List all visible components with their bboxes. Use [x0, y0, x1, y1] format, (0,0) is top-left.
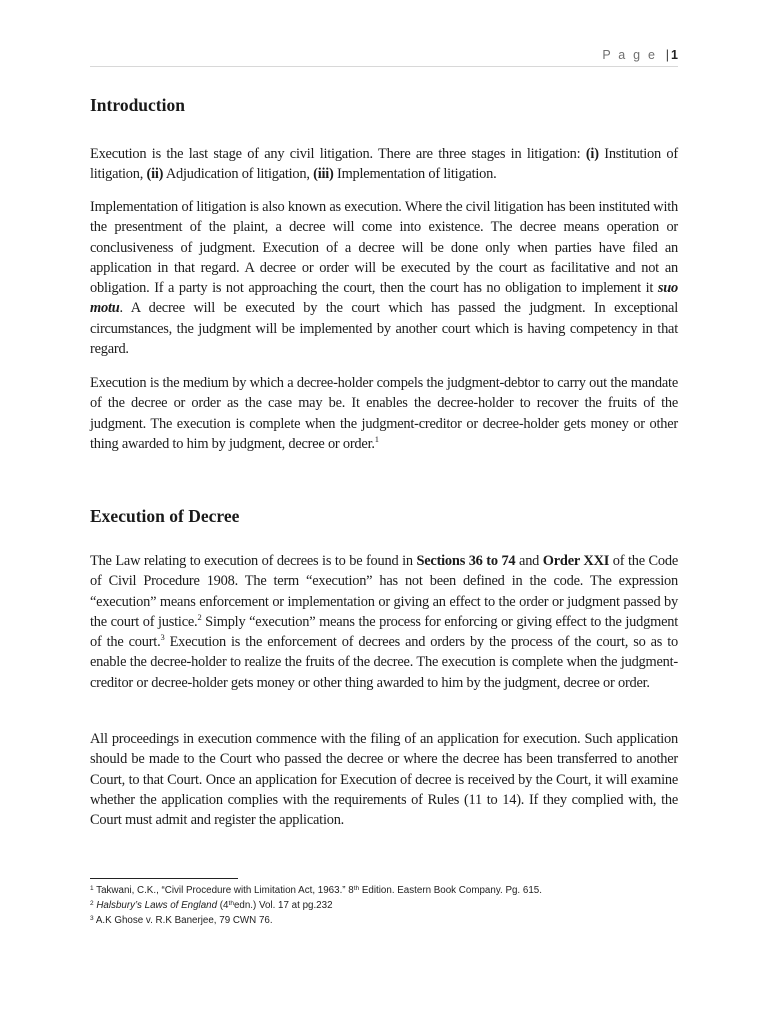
footnote-number: 1: [90, 885, 94, 892]
intro-paragraph-2: [90, 197, 678, 359]
text-run: Implementation of litigation.: [333, 166, 497, 183]
page-word: P a g e: [602, 48, 658, 62]
footnote-divider: [90, 878, 238, 879]
text-run: Execution is the last stage of any civil litigation. There are three stages in litigation:: [90, 146, 586, 162]
stage-label-i: (i): [585, 146, 599, 162]
intro-paragraph-1: [90, 144, 678, 185]
text-run: of the Code of Civil Procedure 1908. The term “execution” has not been defined in the code. The expression “execution” means enforcement or implementation or giving an effect to the order or judgment passed by the court of justice.: [90, 553, 678, 630]
footnote-ref-1[interactable]: 1: [374, 433, 379, 444]
ordinal-suffix: th: [228, 900, 234, 907]
footnotes: [90, 883, 678, 928]
intro-paragraph-3: [90, 373, 678, 454]
stage-label-ii: (ii): [146, 166, 164, 183]
text-run: The Law relating to execution of decrees is to be found in: [90, 553, 417, 569]
ordinal-suffix: th: [353, 885, 360, 892]
footnote-text: A.K Ghose v. R.K Banerjee, 79 CWN 76.: [95, 915, 273, 926]
page-separator: |: [665, 48, 670, 62]
text-run: Execution is the medium by which a decree-holder compels the judgment-debtor to carry out the mandate of the decree or order as the case may be. It enables the decree-holder to recover the fruits of the judgment. The execution is complete when the judgment-creditor or decree-holder gets money or other thing awarded to him by judgment, decree or order.: [90, 375, 678, 452]
footnote-text: Takwani, C.K., “Civil Procedure with Limitation Act, 1963.” 8: [96, 885, 354, 896]
execution-of-decree-heading: Execution of Decree: [90, 506, 240, 526]
text-run: Execution is the enforcement of decrees and orders by the process of the court, so as to enable the decree-holder to realize the fruits of the decree. The execution is complete when the judgment-creditor or decree-holder gets money or other thing awarded to him by the judgment, decree or order.: [90, 634, 678, 691]
introduction-heading: Introduction: [90, 95, 185, 115]
page-header: [90, 46, 678, 67]
text-run: and: [515, 553, 543, 569]
sections-reference: Sections 36 to 74: [416, 553, 516, 569]
page-indicator: [602, 48, 678, 62]
footnote-2: [90, 898, 678, 913]
suo-motu-term: suo motu: [90, 280, 678, 317]
footnote-ref-3[interactable]: 3: [160, 632, 165, 643]
stage-label-iii: (iii): [313, 166, 334, 183]
footnote-text: edn.) Vol. 17 at pg.232: [233, 900, 333, 911]
execution-paragraph-2: All proceedings in execution commence with the filing of an application for execution. Such application should be made to the Court who passed the decree or where the decree has been transferred to another Court, to that Court. Once an application for Execution of decree is received by the Court, it will examine whether the application complies with the requirements of Rules (11 to 14). If they complied with, the Court must admit and register the application.: [90, 731, 678, 829]
footnote-number: 3: [90, 915, 94, 922]
text-run: Simply “execution” means the process for enforcing or giving effect to the judgment of the court.: [90, 613, 678, 651]
text-run: Implementation of litigation is also known as execution. Where the civil litigation has been instituted with the presentment of the plaint, a decree will come into existence. The decree means operation or conclusiveness of judgment. Execution of a decree will be done only when parties have filed an application in that regard. A decree or order will be executed by the court as facilitative and not an obligation. If a party is not approaching the court, then the court has no obligation to implement it: [90, 199, 678, 297]
footnote-ref-2[interactable]: 2: [197, 611, 202, 622]
footnote-text: (4: [217, 900, 229, 911]
footnote-1: [90, 883, 678, 898]
footnote-number: 2: [90, 900, 94, 907]
footnote-3: [90, 913, 678, 928]
order-reference: Order XXI: [542, 553, 610, 569]
book-title: Halsbury’s Laws of England: [96, 900, 218, 911]
footnote-text: Edition. Eastern Book Company. Pg. 615.: [359, 885, 542, 896]
page-number: 1: [671, 48, 678, 62]
text-run: Institution of litigation,: [90, 146, 678, 183]
execution-paragraph-1: [90, 551, 678, 693]
text-run: . A decree will be executed by the court which has passed the judgment. In exceptional circumstances, the judgment will be implemented by another court which is having competency in that regard.: [90, 300, 678, 358]
text-run: Adjudication of litigation,: [163, 166, 314, 183]
